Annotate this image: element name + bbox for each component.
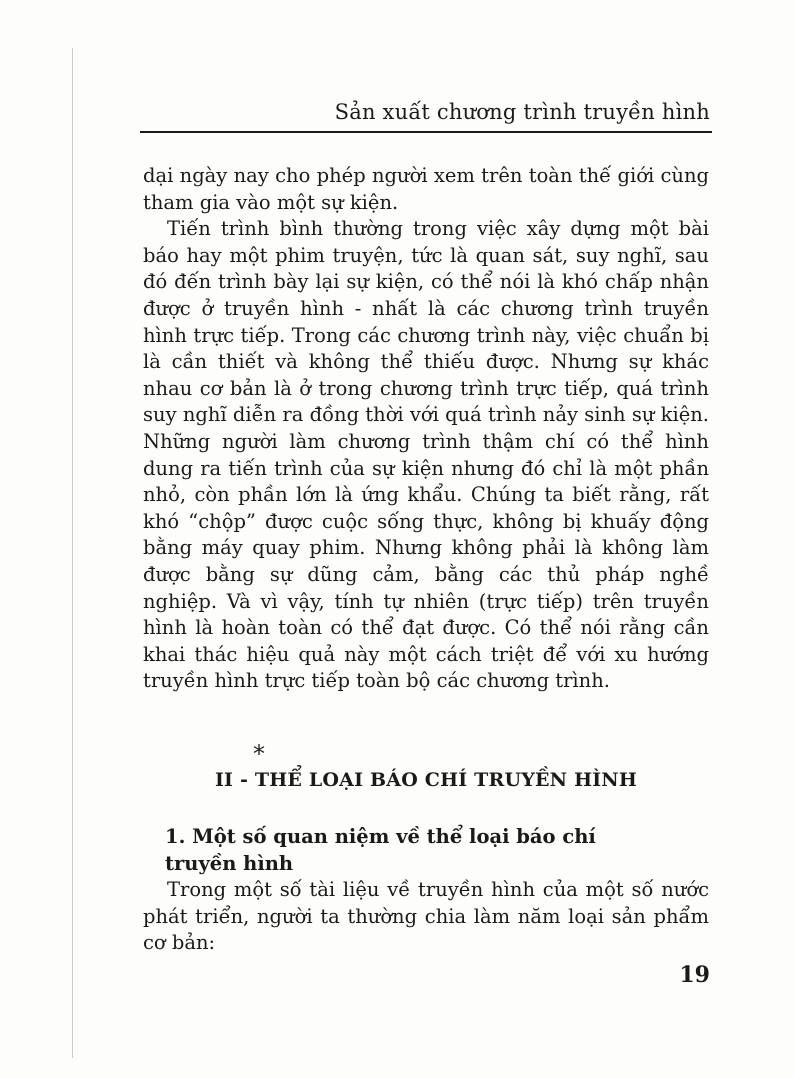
paragraph-continuation: dại ngày nay cho phép người xem trên toàn thế giới cùng tham gia vào một sự kiện. — [143, 164, 709, 214]
page-gutter-line — [72, 48, 73, 1058]
subsection-heading: 1. Một số quan niệm về thể loại báo chí truyền hình — [165, 825, 596, 875]
running-header-title: Sản xuất chương trình truyền hình — [334, 100, 710, 124]
section-marker: * — [253, 740, 265, 768]
section-body-text — [143, 877, 709, 957]
paragraph-live-broadcasting: Tiến trình bình thường trong việc xây dựng một bài báo hay một phim truyện, tức là quan sát, suy nghĩ, sau đó đến trình bày lại sự kiện, có thể nói là khó chấp nhận được ở truyền hình - nhất là các chương trình truyền hình trực tiếp. Trong các chương trình này, việc chuẩn bị là cần thiết và không thể thiếu được. Nhưng sự khác nhau cơ bản là ở trong chương trình trực tiếp, quá trình suy nghĩ diễn ra đồng thời với quá trình nảy sinh sự kiện. Những người làm chương trình thậm chí có thể hình dung ra tiến trình của sự kiện nhưng đó chỉ là một phần nhỏ, còn phần lớn là ứng khẩu. Chúng ta biết rằng, rất khó “chộp” được cuộc sống thực, không bị khuấy động bằng máy quay phim. Nhưng không phải là không làm được bằng sự dũng cảm, bằng các thủ pháp nghề nghiệp. Và vì vậy, tính tự nhiên (trực tiếp) trên truyền hình là hoàn toàn có thể đạt được. Có thể nói rằng cần khai thác hiệu quả này một cách triệt để với xu hướng truyền hình trực tiếp toàn bộ các chương trình. — [143, 217, 709, 693]
header-rule — [140, 131, 712, 133]
body-text-block — [143, 163, 709, 695]
page-number: 19 — [679, 962, 710, 988]
paragraph-genre-intro: Trong một số tài liệu về truyền hình của một số nước phát triển, người ta thường chia làm năm loại sản phẩm cơ bản: — [143, 878, 709, 955]
section-heading: II - THỂ LOẠI BÁO CHÍ TRUYỀN HÌNH — [214, 769, 638, 791]
